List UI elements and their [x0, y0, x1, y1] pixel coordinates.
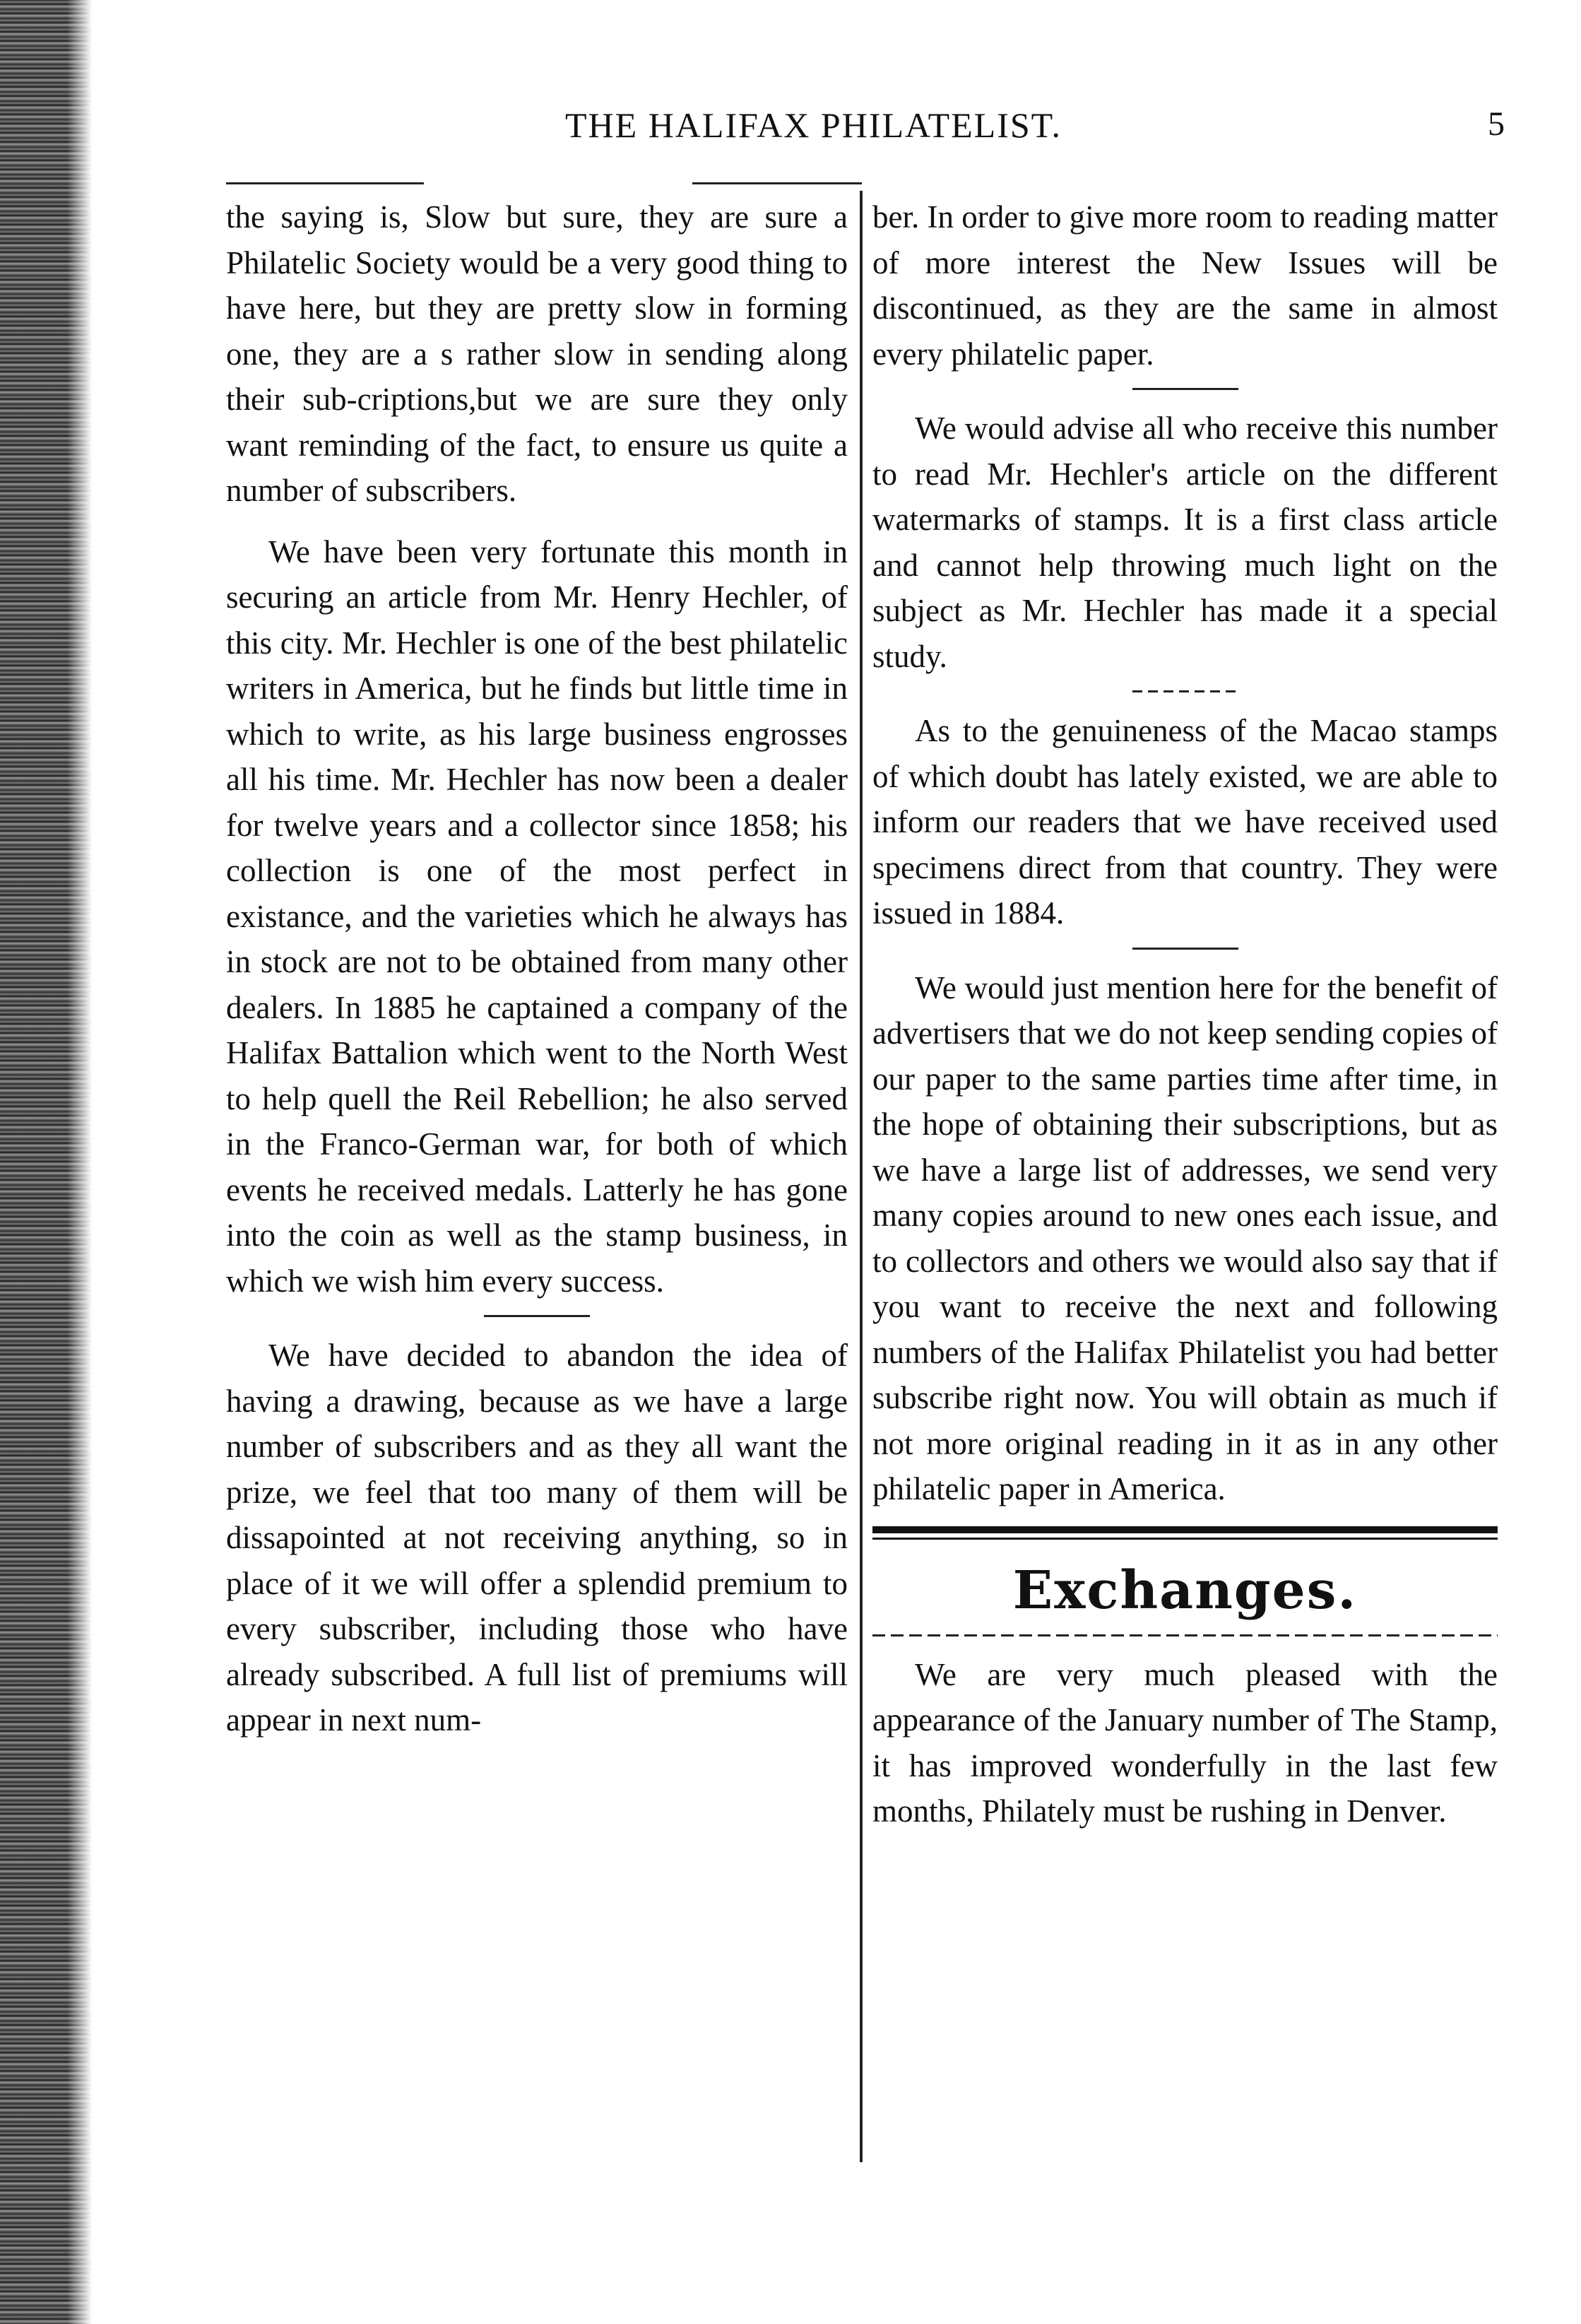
right-column — [872, 194, 1498, 1834]
heavy-rule — [872, 1526, 1498, 1533]
page-number: 5 — [1488, 105, 1505, 143]
thin-rule — [872, 1538, 1498, 1540]
right-paragraph-4: We would just mention here for the benefit of advertisers that we do not keep sending copies of our paper to the same parties time after time, in the hope of obtaining their subscriptions, but as we have a large list of addresses, we send very many copies around to new ones each issue, and to collectors and others we would also say that if you want to receive the next and following numbers of the Halifax Philatelist you had better subscribe right now. You will obtain as much if not more original reading in it as in any other philatelic paper in America. — [872, 969, 1498, 1506]
exchanges-heading: Exchanges. — [1012, 1559, 1358, 1621]
left-paragraph-3: We have decided to abandon the idea of having a drawing, because as we have a large number of subscribers and as they all want the prize, we feel that too many of them will be dissapointed at not receiving anything, so in place of it we will offer a splendid premium to every subscriber, including those who have already subscribed. A full list of premiums will appear in next num- — [226, 1338, 848, 1738]
section-separator — [1132, 690, 1238, 692]
section-separator — [1132, 948, 1238, 950]
right-paragraph-5: We are very much pleased with the appearance of the January number of The Stamp, it has improved wonderfully in the last few months, Philately must be rushing in Denver. — [872, 1656, 1498, 1829]
page-binding-edge — [0, 0, 92, 2324]
section-separator — [484, 1315, 590, 1317]
right-paragraph-1: ber. In order to give more room to reading matter of more interest the New Issues will be discontinued, as they are the same in almost every philatelic paper. — [872, 199, 1498, 372]
column-divider — [860, 191, 863, 2162]
left-paragraph-1: the saying is, Slow but sure, they are sure a Philatelic Society would be a very good thing to have here, but they are pretty slow in forming one, they are a s rather slow in sending along their sub-criptions,but we are sure they only want reminding of the fact, to ensure us quite a number of subscribers. — [226, 199, 848, 508]
running-header — [233, 105, 1505, 161]
right-paragraph-3: As to the genuineness of the Macao stamps of which doubt has lately existed, we are able to inform our readers that we have received used specimens direct from that country. They were issued in 1884. — [872, 713, 1498, 931]
dashed-rule — [872, 1634, 1498, 1636]
journal-title: THE HALIFAX PHILATELIST. — [565, 105, 1062, 145]
header-rule-left — [226, 182, 424, 184]
header-rule-mid — [692, 182, 862, 184]
left-paragraph-2: We have been very fortunate this month in securing an article from Mr. Henry Hechler, of this city. Mr. Hechler is one of the best philatelic writers in America, but he finds but little time in which to write, as his large business engrosses all his time. Mr. Hechler has now been a dealer for twelve years and a collector since 1858; his collection is one of the most perfect in existance, and the varieties which he always has in stock are not to be obtained from many other dealers. In 1885 he captained a company of the Halifax Battalion which went to the North West to help quell the Reil Rebellion; he also served in the Franco-German war, for both of which events he received medals. Latterly he has gone into the coin as well as the stamp business, in which we wish him every success. — [226, 533, 848, 1299]
section-separator — [1132, 388, 1238, 390]
right-paragraph-2: We would advise all who receive this number to read Mr. Hechler's article on the different watermarks of stamps. It is a first class article and cannot help throwing much light on the subject as Mr. Hechler has made it a special study. — [872, 411, 1498, 674]
left-column — [226, 194, 848, 1743]
